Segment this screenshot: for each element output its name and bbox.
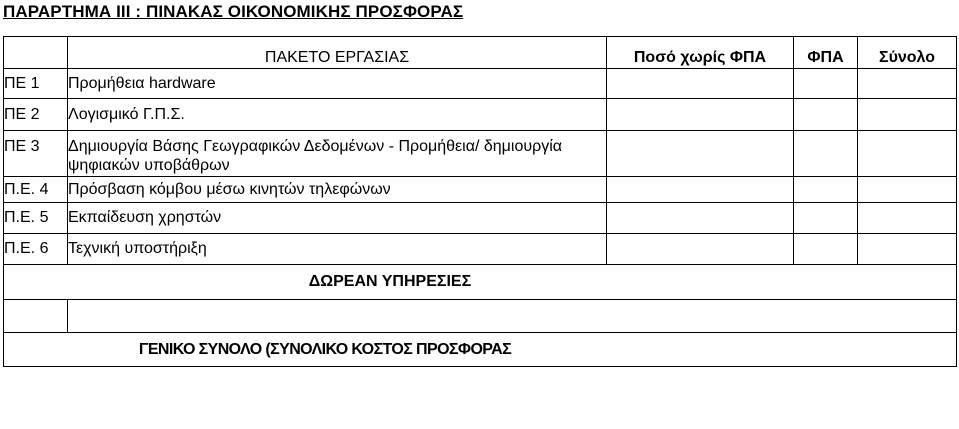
row-amount-cell[interactable]	[607, 203, 794, 234]
header-total: Σύνολο	[858, 37, 957, 69]
row-code: Π.Ε. 6	[4, 234, 68, 265]
row-vat-cell[interactable]	[794, 234, 858, 265]
row-description: Τεχνική υποστήριξη	[68, 234, 607, 265]
row-total-cell[interactable]	[858, 203, 957, 234]
row-code: ΠΕ 2	[4, 99, 68, 131]
row-description: Λογισμικό Γ.Π.Σ.	[68, 99, 607, 131]
row-vat-cell[interactable]	[794, 99, 858, 131]
row-vat-cell[interactable]	[794, 131, 858, 177]
page-title: ΠΑΡΑΡΤΗΜΑ ΙΙΙ : ΠΙΝΑΚΑΣ ΟΙΚΟΝΟΜΙΚΗΣ ΠΡΟΣΦΟΡΑΣ	[3, 2, 464, 21]
table-row	[4, 69, 957, 99]
table-row	[4, 300, 957, 333]
table-row	[4, 99, 957, 131]
table-row	[4, 234, 957, 265]
free-services-row	[4, 265, 957, 300]
row-description: Δημιουργία Βάσης Γεωγραφικών Δεδομένων - Προμήθεια/ δημιουργία ψηφιακών υποβάθρων	[68, 131, 607, 177]
table-row	[4, 131, 957, 177]
row-amount-cell[interactable]	[607, 69, 794, 99]
row-description: Πρόσβαση κόμβου μέσω κινητών τηλεφώνων	[68, 177, 607, 203]
grand-total-label: ΓΕΝΙΚΟ ΣΥΝΟΛΟ (ΣΥΝΟΛΙΚΟ ΚΟΣΤΟΣ ΠΡΟΣΦΟΡΑΣ	[4, 333, 957, 367]
row-amount-cell[interactable]	[607, 131, 794, 177]
table-header-row	[4, 37, 957, 69]
row-description: Προμήθεια hardware	[68, 69, 607, 99]
row-total-cell[interactable]	[858, 69, 957, 99]
table-row	[4, 177, 957, 203]
row-empty-cell[interactable]	[68, 300, 957, 333]
row-code: ΠΕ 1	[4, 69, 68, 99]
row-vat-cell[interactable]	[794, 69, 858, 99]
financial-offer-table	[3, 36, 957, 367]
row-code: Π.Ε. 5	[4, 203, 68, 234]
row-code: Π.Ε. 4	[4, 177, 68, 203]
row-amount-cell[interactable]	[607, 99, 794, 131]
row-amount-cell[interactable]	[607, 177, 794, 203]
header-package: ΠΑΚΕΤΟ ΕΡΓΑΣΙΑΣ	[68, 37, 607, 69]
header-amount-no-vat: Ποσό χωρίς ΦΠΑ	[607, 37, 794, 69]
row-total-cell[interactable]	[858, 234, 957, 265]
header-code-cell	[4, 37, 68, 69]
row-description: Εκπαίδευση χρηστών	[68, 203, 607, 234]
row-code[interactable]	[4, 300, 68, 333]
row-total-cell[interactable]	[858, 177, 957, 203]
table-row	[4, 203, 957, 234]
row-code: ΠΕ 3	[4, 131, 68, 177]
row-vat-cell[interactable]	[794, 203, 858, 234]
row-total-cell[interactable]	[858, 99, 957, 131]
header-vat: ΦΠΑ	[794, 37, 858, 69]
row-vat-cell[interactable]	[794, 177, 858, 203]
grand-total-row	[4, 333, 957, 367]
free-services-label: ΔΩΡΕΑΝ ΥΠΗΡΕΣΙΕΣ	[4, 265, 957, 300]
row-total-cell[interactable]	[858, 131, 957, 177]
row-amount-cell[interactable]	[607, 234, 794, 265]
